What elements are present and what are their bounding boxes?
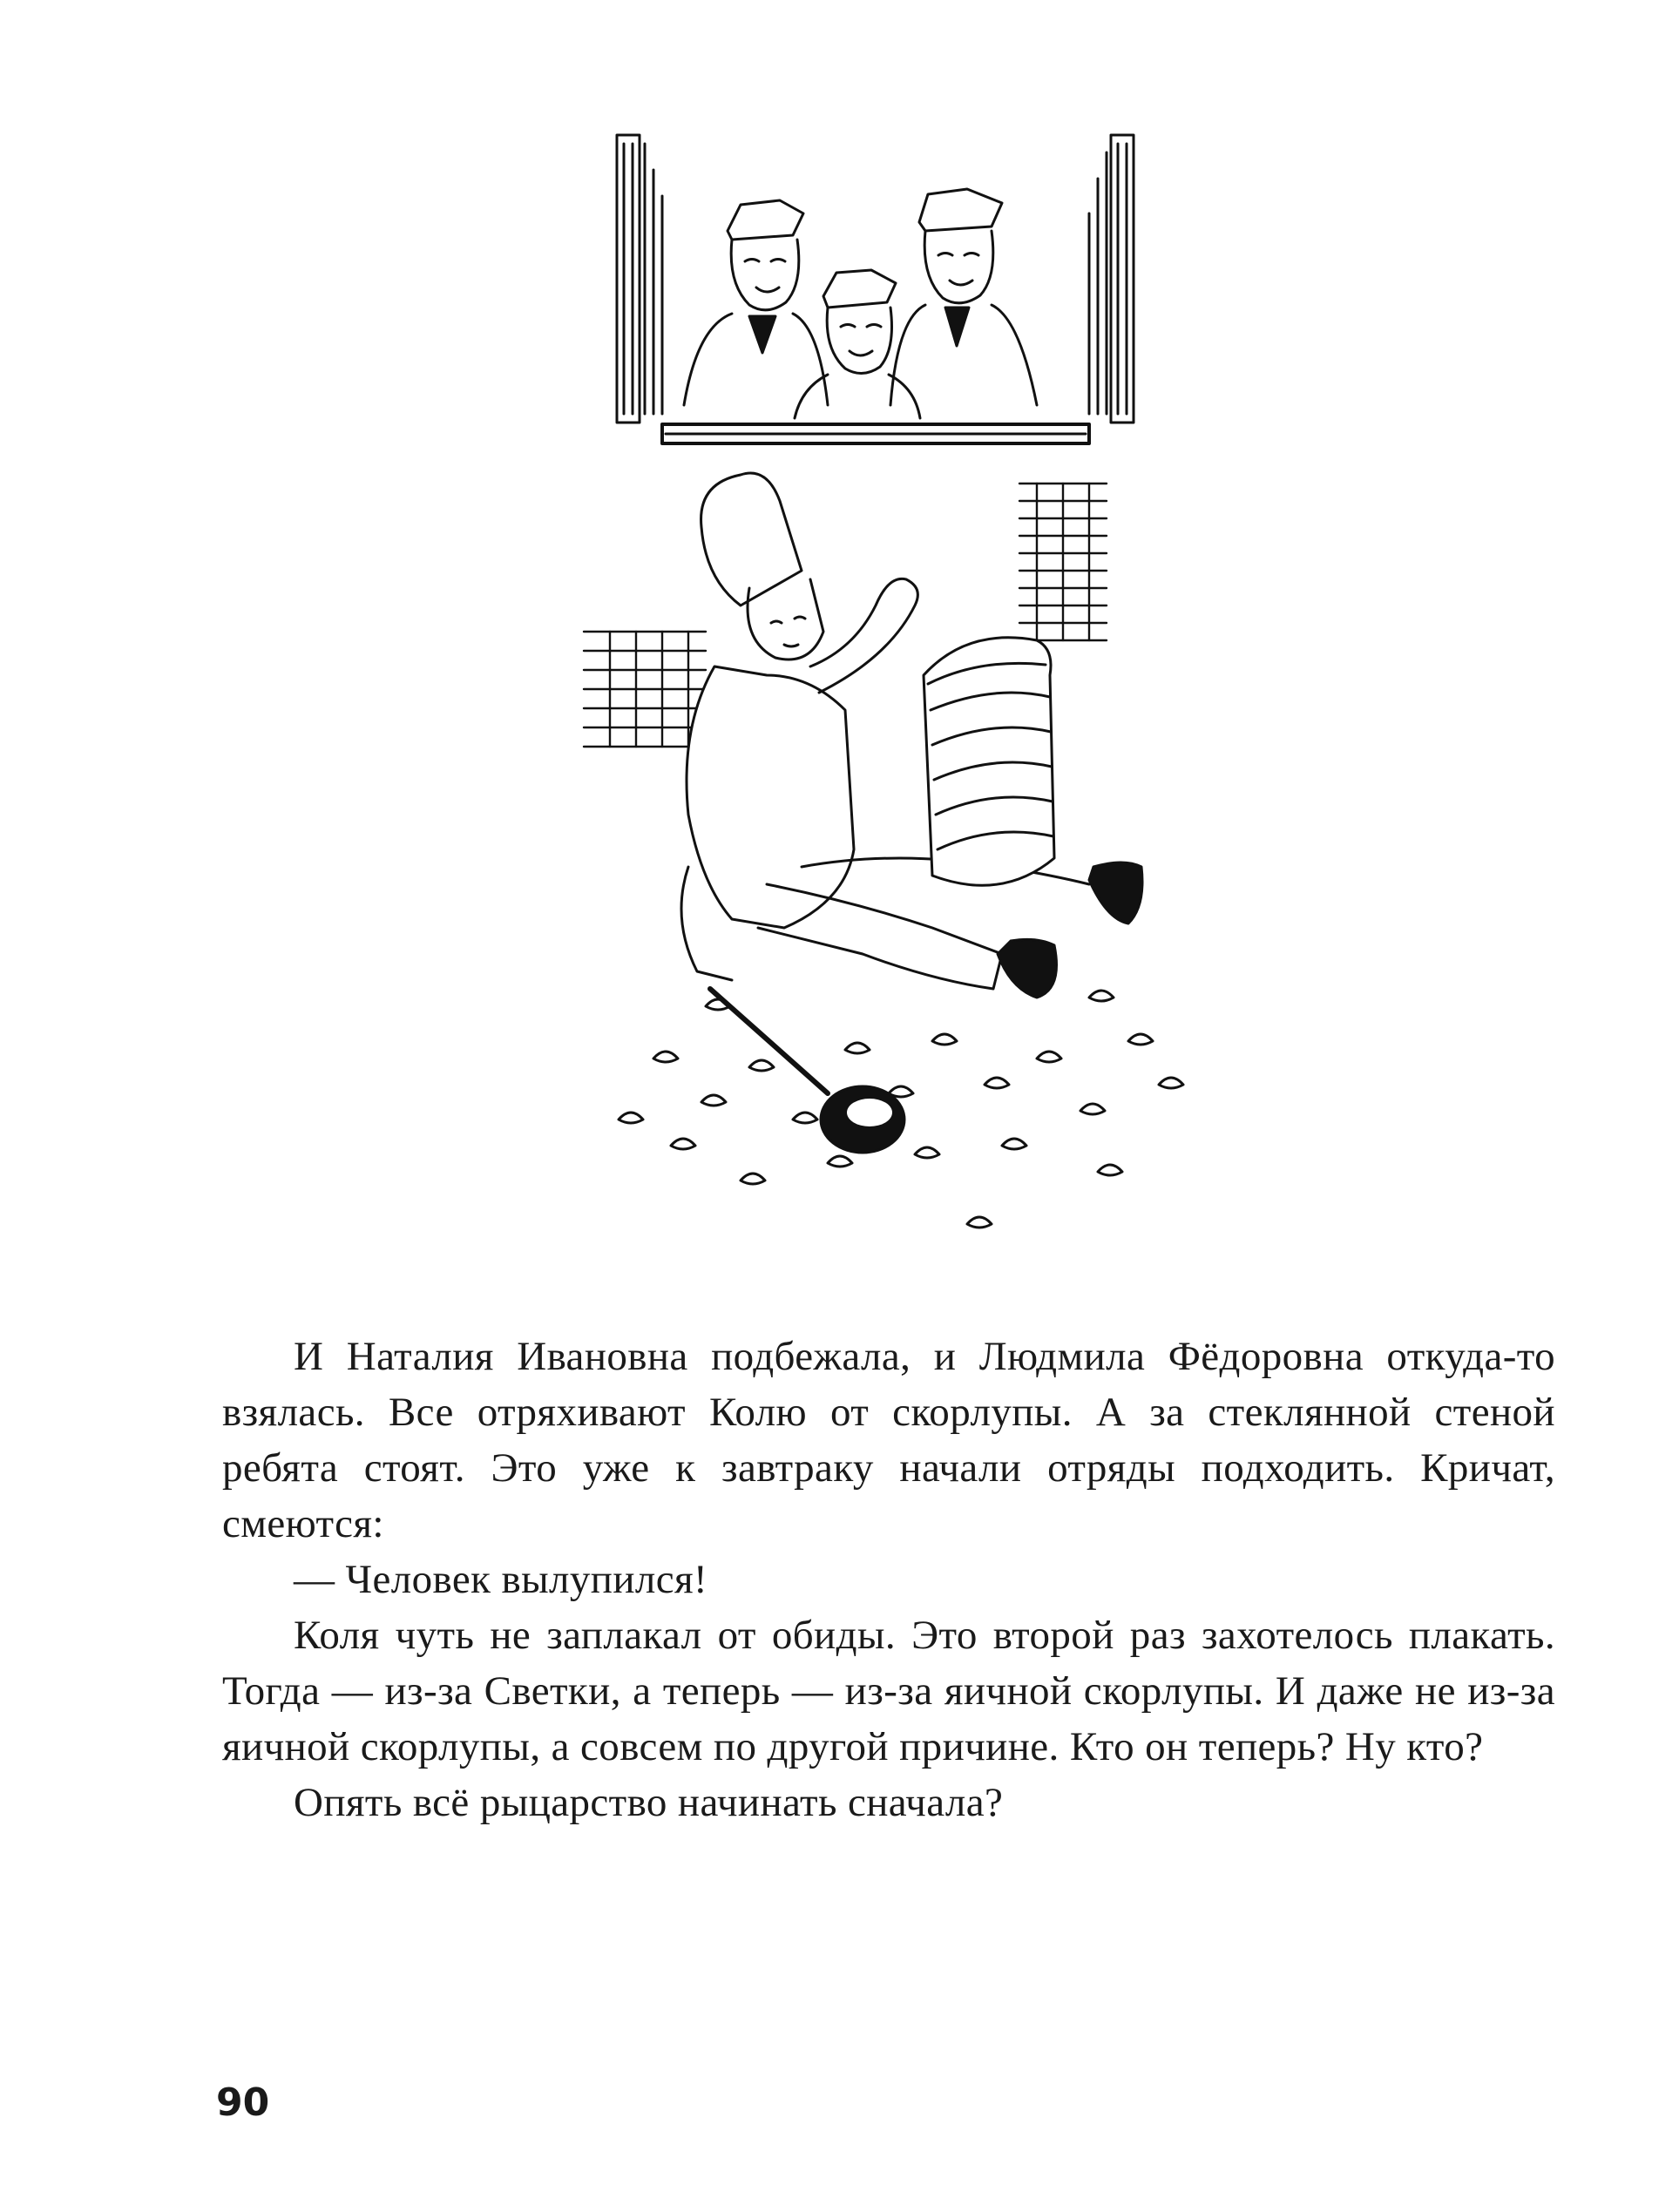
body-text [222,1329,1555,1830]
basket [924,638,1054,885]
paragraph: И Наталия Ивановна подбежала, и Людмила Фёдоровна откуда-то взялась. Все отряхивают Колю от скорлупы. А за стеклянной стеной ребята стоят. Это уже к завтраку начали отряды подходить. Кричат, смеются: [222,1334,1555,1546]
pioneer-boy-right [890,189,1037,405]
paragraph: Опять всё рыцарство начинать сначала? [294,1780,1004,1825]
boy-sitting [681,473,1142,998]
page-number: 90 [216,2080,270,2125]
paragraph: — Человек вылупился! [294,1557,708,1602]
ladle [710,989,904,1153]
pioneer-boy-left [684,200,828,405]
paragraph: Коля чуть не заплакал от обиды. Это второй раз захотелось плакать. Тогда — из-за Светки, а теперь — из-за яичной скорлупы. И даже не из-за яичной скорлупы, а совсем по другой причине. Кто он теперь? Ну кто? [222,1613,1555,1769]
story-illustration [479,118,1246,1285]
